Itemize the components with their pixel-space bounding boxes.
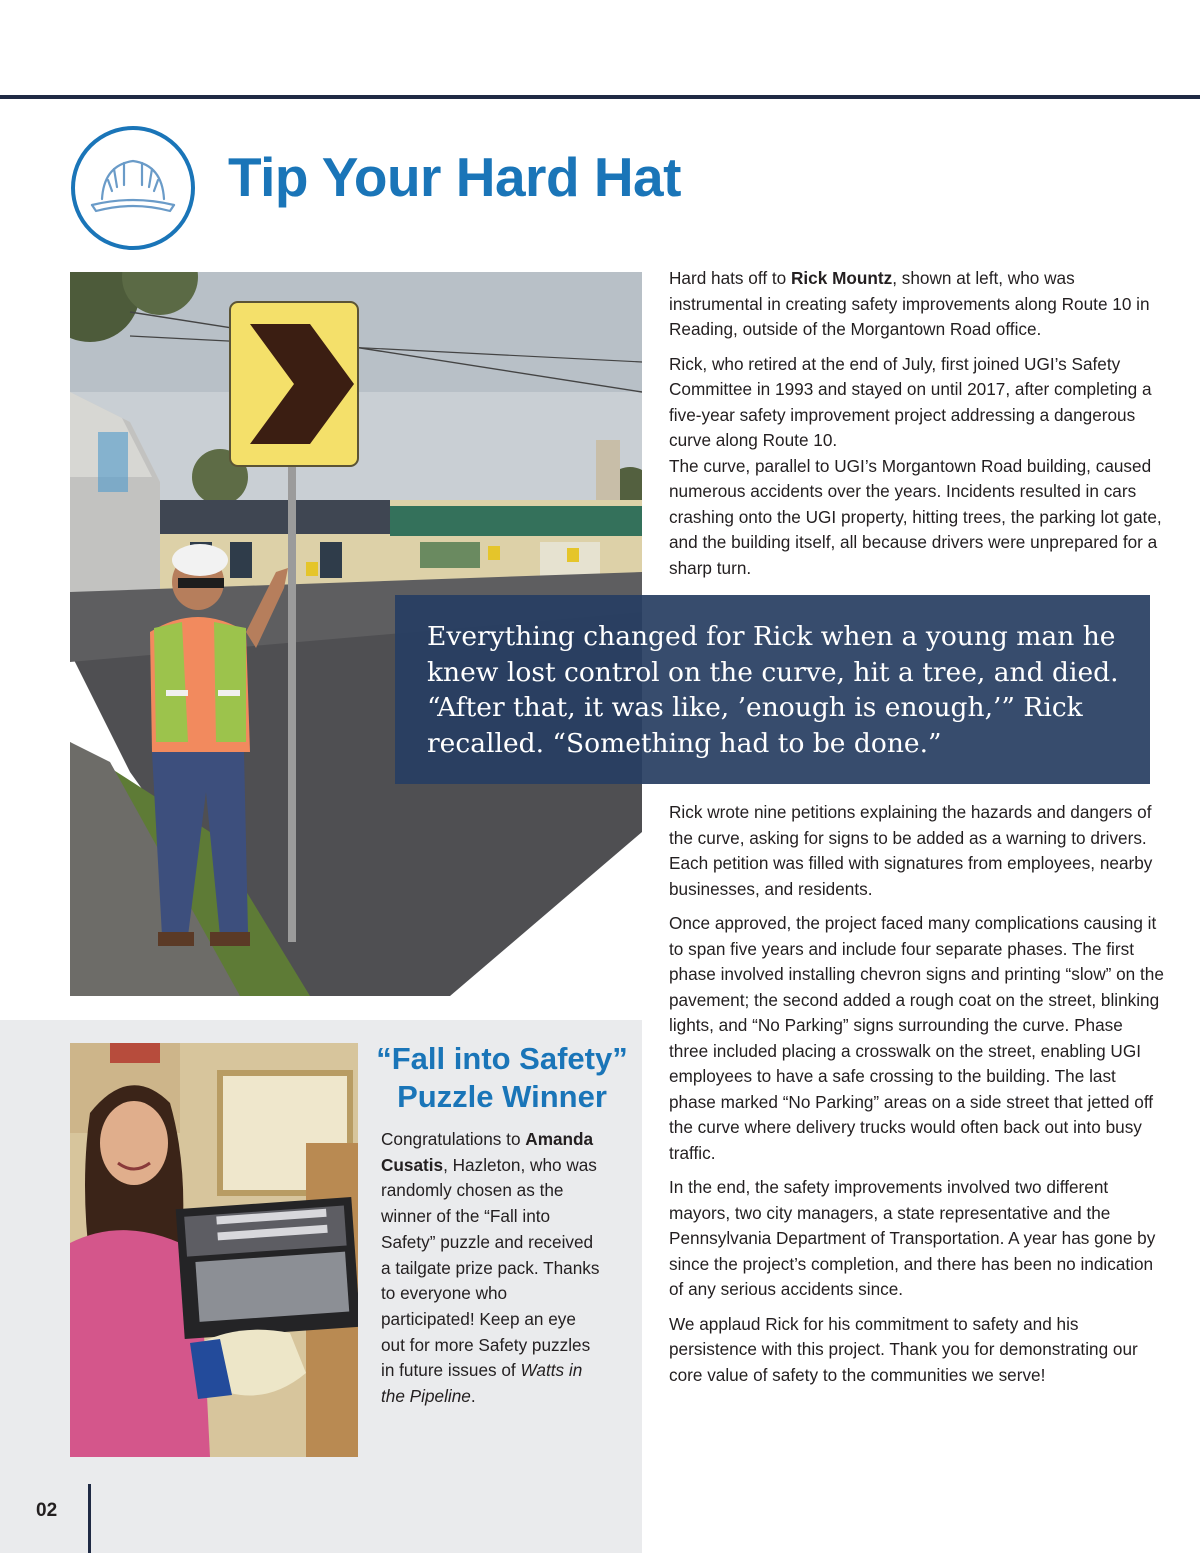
- article-paragraph: The curve, parallel to UGI’s Morgantown Road building, caused numerous accidents over the years. Incidents resulted in cars crashing onto the UGI property, hitting trees, the parking lot gate, and the building itself, all because drivers were unprepared for a sharp turn.: [669, 455, 1162, 578]
- article-paragraph: Rick wrote nine petitions explaining the hazards and dangers of the curve, asking for signs to be added as a warning to drivers. Each petition was filled with signatures from employees, nearby businesses, and residents.: [669, 802, 1153, 899]
- article-paragraph: Rick, who retired at the end of July, first joined UGI’s Safety Committee in 1993 and stayed on until 2017, after completing a five-year safety improvement project addressing a dangerous curve along Route 10.: [669, 353, 1152, 450]
- page-title: Tip Your Hard Hat: [228, 146, 681, 208]
- sidebar-prefix: Congratulations to: [381, 1129, 526, 1149]
- intro-prefix: Hard hats off to: [669, 268, 791, 288]
- hard-hat-icon: [70, 125, 196, 251]
- sidebar-suffix: .: [470, 1386, 476, 1407]
- sidebar-title-line-2: Puzzle Winner: [397, 1079, 607, 1114]
- amanda-cusatis-photo: [70, 1043, 358, 1457]
- intro-paragraph: [669, 266, 1164, 343]
- article-paragraph: In the end, the safety improvements involved two different mayors, two city managers, a state representative and the Pennsylvania Department of Transportation. A year has gone by since the project’s completion, and there has been no indication of any serious accidents since.: [669, 1177, 1156, 1299]
- sidebar-title-line-1: “Fall into Safety”: [376, 1041, 628, 1076]
- sidebar-paragraph: [381, 1127, 603, 1410]
- article-column-bottom: [669, 800, 1164, 1397]
- article-paragraph: We applaud Rick for his commitment to safety and his persistence with this project. Thank you for demonstrating our core value of safety to the communities we serve!: [669, 1313, 1138, 1385]
- publication-name: Watts in the Pipeline: [381, 1360, 583, 1407]
- pull-quote: [395, 595, 1150, 784]
- article-column-top: [669, 266, 1164, 590]
- top-rule: [0, 95, 1200, 99]
- featured-name: Rick Mountz: [790, 268, 893, 288]
- winner-name: Amanda Cusatis: [381, 1129, 594, 1175]
- sidebar-middle: , Hazleton, who was randomly chosen as the winner of the “Fall into Safety” puzzle and received a tailgate prize pack. Thanks to everyone who participated! Keep an eye out for more Safety puzzles in future issues of: [381, 1154, 600, 1381]
- intro-suffix: , shown at left, who was instrumental in creating safety improvements along Route 10 in Reading, outside of the Morgantown Road office.: [669, 268, 1150, 339]
- page-number: 02: [36, 1500, 58, 1521]
- page-number-rule: [88, 1484, 91, 1553]
- sidebar-body: [381, 1127, 603, 1410]
- pull-quote-text: Everything changed for Rick when a young man he knew lost control on the curve, hit a tree, and died. “After that, it was like, ’enough is enough,’” Rick recalled. “Something had to be done.”: [427, 621, 1119, 759]
- sidebar-title: [362, 1040, 642, 1116]
- article-paragraph: Once approved, the project faced many complications causing it to span five years and include four separate phases. The first phase involved installing chevron signs and printing “slow” on the pavement; the second added a rough coat on the street, blinking lights, and “No Parking” signs surrounding the curve. Phase three included placing a crosswalk on the street, enabling UGI employees to have a safe crossing to the building. The last phase marked “No Parking” areas on a side street that jetted off the curve where delivery trucks would often back out into busy traffic.: [669, 913, 1164, 1163]
